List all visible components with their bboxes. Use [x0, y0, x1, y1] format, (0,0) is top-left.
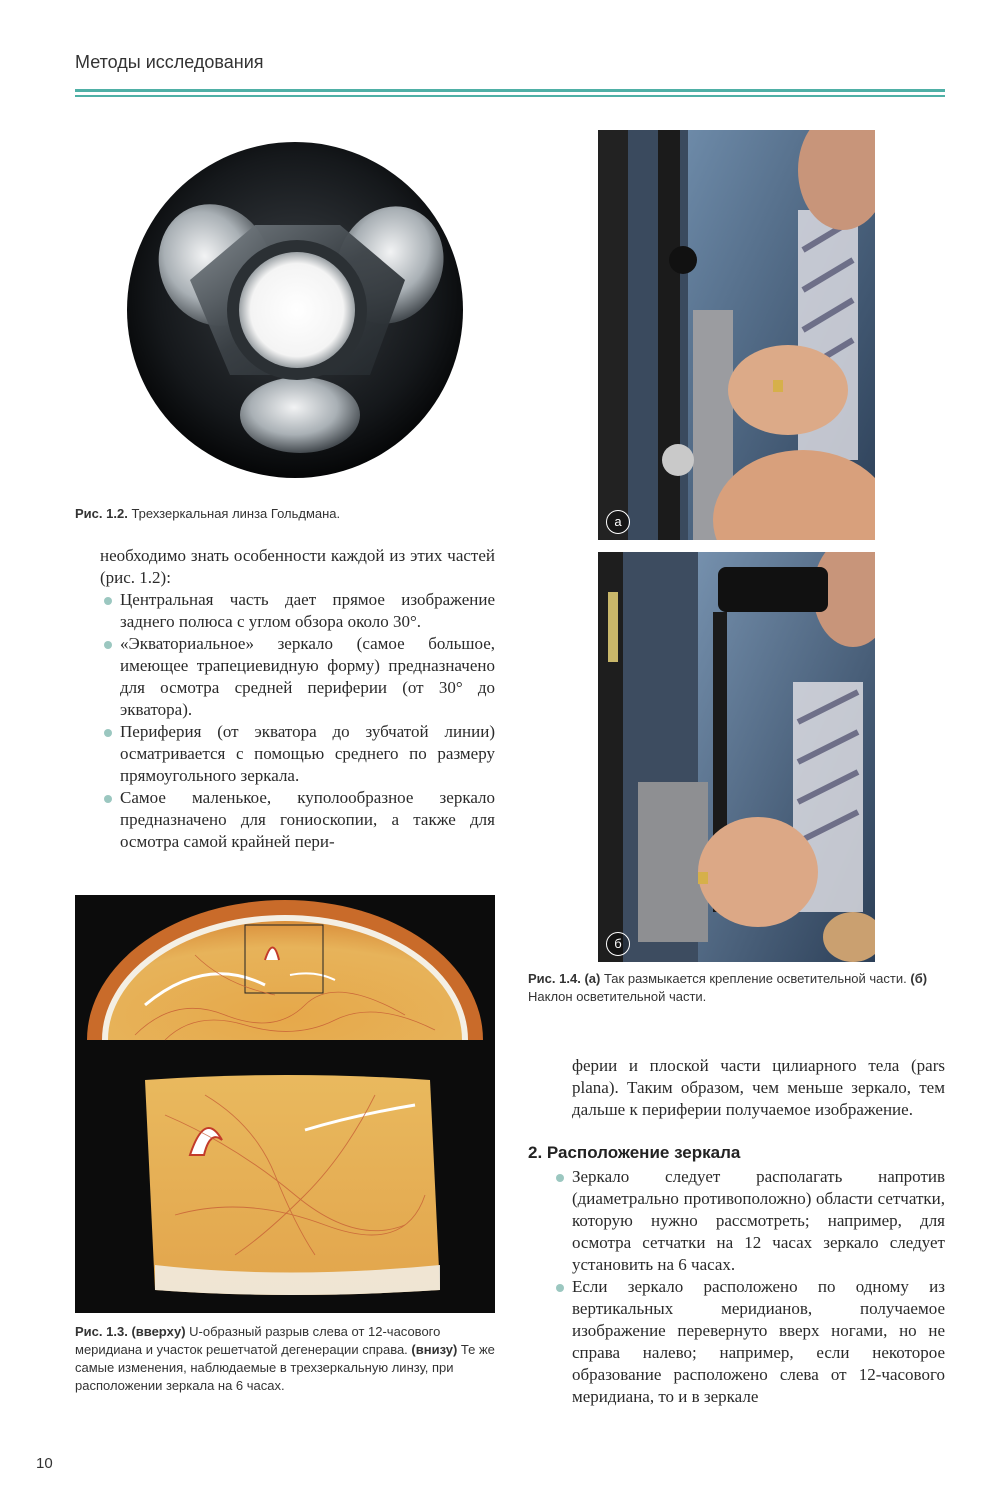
figure-1-3-up-text: U-образный разрыв слева от 12-часового меридиана и участок решетчатой дегенерации справа.	[75, 1324, 441, 1357]
header-rule-top	[75, 89, 945, 92]
header-rule-bottom	[75, 95, 945, 97]
figure-1-3-down-tag: (внизу)	[411, 1342, 458, 1357]
figure-retina-illustration	[75, 895, 495, 1313]
figure-1-3-caption	[75, 1323, 495, 1395]
left-column-text	[100, 545, 495, 853]
figure-slit-lamp-photo-b	[598, 552, 875, 962]
figure-1-3-down-text: Те же самые изменения, наблюдаемые в трехзеркальную линзу, при расположении зеркала на 6 часах.	[75, 1342, 495, 1393]
list-item: Если зеркало расположено по одному из вертикальных меридианов, получаемое изображение перевернуто вверх ногами, но не справа налево; например, если некоторое образование расположено слева от 12-часового меридиана, то и в зеркале	[552, 1276, 945, 1408]
figure-1-4-b-text: Наклон осветительной части.	[528, 989, 707, 1004]
list-item: «Экваториальное» зеркало (самое большое, имеющее трапециевидную форму) предназначено для осмотра средней периферии (от 30° до экватора).	[100, 633, 495, 721]
list-item: Самое маленькое, куполообразное зеркало предназначено для гониоскопии, а также для осмотра самой крайней пери-	[100, 787, 495, 853]
left-intro: необходимо знать особенности каждой из этих частей (рис. 1.2):	[100, 546, 495, 587]
photo-b-badge: б	[606, 932, 630, 956]
figure-1-2-text: Трехзеркальная линза Гольдмана.	[131, 506, 341, 521]
figure-1-3-label: Рис. 1.3.	[75, 1324, 128, 1339]
figure-1-4-caption	[528, 970, 948, 1006]
figure-1-4-a-tag: (а)	[584, 971, 601, 986]
figure-1-3-up-tag: (вверху)	[131, 1324, 186, 1339]
figure-1-4-b-tag: (б)	[910, 971, 928, 986]
figure-1-4-label: Рис. 1.4.	[528, 971, 581, 986]
figure-1-2-label: Рис. 1.2.	[75, 506, 128, 521]
right-column-text	[552, 1166, 945, 1408]
right-column-continuation: ферии и плоской части цилиарного тела (pars plana). Таким образом, чем меньше зеркало, тем дальше к периферии получаемое изображение.	[572, 1056, 945, 1119]
left-bullet-list	[100, 589, 495, 853]
page-number: 10	[36, 1455, 53, 1472]
list-item: Зеркало следует располагать напротив (диаметрально противоположно) области сетчатки, которую нужно рассмотреть; например, для осмотра сетчатки на 12 часах зеркало следует установить на 6 часах.	[552, 1166, 945, 1276]
right-bullet-list	[552, 1166, 945, 1408]
section-heading: 2. Расположение зеркала	[528, 1143, 741, 1162]
running-header: Методы исследования	[75, 52, 264, 72]
figure-goldmann-lens	[105, 130, 485, 500]
figure-slit-lamp-photo-a	[598, 130, 875, 540]
figure-1-2-caption	[75, 505, 495, 523]
photo-a-badge: а	[606, 510, 630, 534]
list-item: Центральная часть дает прямое изображение заднего полюса с углом обзора около 30°.	[100, 589, 495, 633]
figure-1-4-a-text: Так размыкается крепление осветительной части.	[603, 971, 907, 986]
list-item: Периферия (от экватора до зубчатой линии) осматривается с помощью среднего по размеру прямоугольного зеркала.	[100, 721, 495, 787]
